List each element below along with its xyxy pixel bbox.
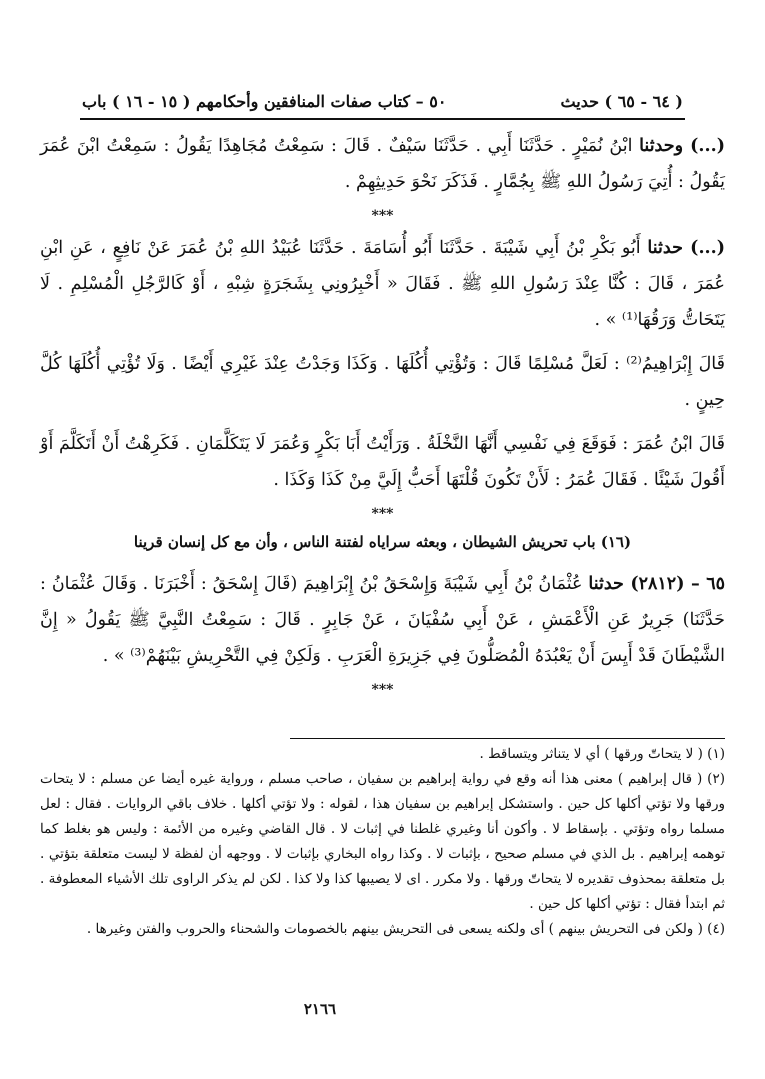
footnote: (٤) ( ولكن فى التحريش بينهم ) أى ولكنه يسعى فى التحريش بينهم بالخصومات والشحناء والحروب والفتن وغيرها . — [86, 921, 725, 937]
running-header — [82, 84, 683, 118]
footnote-rule — [290, 738, 725, 739]
page-number: ٢١٦٦ — [303, 1000, 337, 1018]
hadith-lead: ٦٥ – (٢٨١٢) حدثنا — [588, 574, 725, 594]
hadith-paragraph — [40, 230, 725, 338]
hadith-paragraph — [40, 566, 725, 674]
separator-stars: *** — [371, 506, 394, 522]
hadith-text: عُثْمَانُ بْنُ أَبِي شَيْبَةَ وَإِسْحَقُ بْنُ إِبْرَاهِيمَ (قَالَ إِسْحَقُ : أَخْبَرَنَا . وَقَالَ عُثْمَانُ : حَدَّثَنَا) جَرِيرٌ عَنِ الْأَعْمَشِ ، عَنْ أَبِي سُفْيَانَ ، عَنْ جَابِرٍ . قَالَ : سَمِعْتُ النَّبِيَّ ﷺ يَقُولُ « إِنَّ الشَّيْطَانَ قَدْ أَيِسَ أَنْ يَعْبُدَهُ الْمُصَلُّونَ فِي جَزِيرَةِ الْعَرَبِ . وَلَكِنْ فِي التَّحْرِيشِ بَيْنَهُمْ⁽³⁾ » . — [40, 574, 725, 666]
header-title: ٥٠ – كتاب صفات المنافقين وأحكامهم ( ١٥ - ١٦ ) باب — [82, 91, 447, 111]
footnotes — [40, 742, 725, 942]
hadith-lead: (...) وحدثنا — [639, 136, 725, 156]
main-text — [40, 128, 725, 704]
footnote: (٢) ( قال إبراهيم ) معنى هذا أنه وقع في رواية إبراهيم بن سفيان ، صاحب مسلم ، ورواية غيره أيضا عن مسلم : لا يتحات ورقها ولا تؤتي أكلها كل حين . واستشكل إبراهيم بن سفيان هذا ، لقوله : ولا تؤتي أكلها . خلاف باقي الروايات . فقال : لعل مسلما رواه وتؤتي . بإسقاط لا . وأكون أنا وغيري غلطنا في إثبات لا . قال القاضي وغيره من الأئمة : وليس هو بغلط كما توهمه إبراهيم . بل الذي في مسلم صحيح ، بإثبات لا . وكذا رواه البخاري بإثبات لا . ووجهه أن لفظة لا ليست متعلقة بتؤتي . بل متعلقة بمحذوف تقديره لا يتحاتّ ورقها . ولا مكرر . اى لا يصيبها كذا ولا كذا . لكن لم يذكر الراوى تلك الأشياء المعطوفة . ثم ابتدأ فقال : تؤتي أكلها كل حين . — [40, 771, 725, 912]
separator-stars: *** — [371, 208, 394, 224]
hadith-lead: (...) حدثنا — [647, 238, 725, 258]
separator-stars: *** — [371, 682, 394, 698]
hadith-paragraph — [40, 426, 725, 498]
chapter-heading: (١٦) باب تحريش الشيطان ، وبعثه سراياه لفتنة الناس ، وأن مع كل إنسان قرينا — [133, 533, 632, 551]
hadith-text: أَبُو بَكْرِ بْنُ أَبِي شَيْبَةَ . حَدَّثَنَا أَبُو أُسَامَةَ . حَدَّثَنَا عُبَيْدُ اللهِ بْنُ عُمَرَ عَنْ نَافِعٍ ، عَنِ ابْنِ عُمَرَ ، قَالَ : كُنَّا عِنْدَ رَسُولِ اللهِ ﷺ . فَقَالَ « أَخْبِرُونِي بِشَجَرَةٍ شِبْهِ ، أَوْ كَالرَّجُلِ الْمُسْلِمِ . لَا يَتَحَاتُّ وَرَقُهَا⁽¹⁾ » . — [40, 238, 725, 330]
hadith-paragraph — [40, 128, 725, 200]
header-rule — [80, 118, 685, 120]
hadith-text: ابْنُ نُمَيْرٍ . حَدَّثَنَا أَبِي . حَدَّثَنَا سَيْفٌ . قَالَ : سَمِعْتُ مُجَاهِدًا يَقُولُ : سَمِعْتُ ابْنَ عُمَرَ يَقُولُ : أُتِيَ رَسُولُ اللهِ ﷺ بِجُمَّارٍ . فَذَكَرَ نَحْوَ حَدِيثِهِمْ . — [40, 136, 725, 192]
hadith-paragraph — [40, 346, 725, 418]
header-hadith-range: ( ٦٤ - ٦٥ ) حديث — [560, 91, 683, 111]
hadith-text: قَالَ ابْنُ عُمَرَ : فَوَقَعَ فِي نَفْسِي أَنَّهَا النَّخْلَةُ . وَرَأَيْتُ أَبَا بَكْرٍ وَعُمَرَ لَا يَتَكَلَّمَانِ . فَكَرِهْتُ أَنْ أَتَكَلَّمَ أَوْ أَقُولَ شَيْئًا . فَقَالَ عُمَرُ : لَأَنْ تَكُونَ قُلْتَهَا أَحَبُّ إِلَيَّ مِنْ كَذَا وَكَذَا . — [40, 434, 725, 490]
hadith-text: قَالَ إِبْرَاهِيمُ⁽²⁾ : لَعَلَّ مُسْلِمًا قَالَ : وَتُؤْتِي أُكُلَهَا . وَكَذَا وَجَدْتُ عِنْدَ غَيْرِي أَيْضًا . وَلَا تُؤْتِي أُكُلَهَا كُلَّ حِينٍ . — [40, 354, 725, 410]
footnote: (١) ( لا يتحاتّ ورقها ) أي لا يتناثر ويتساقط . — [479, 746, 725, 762]
